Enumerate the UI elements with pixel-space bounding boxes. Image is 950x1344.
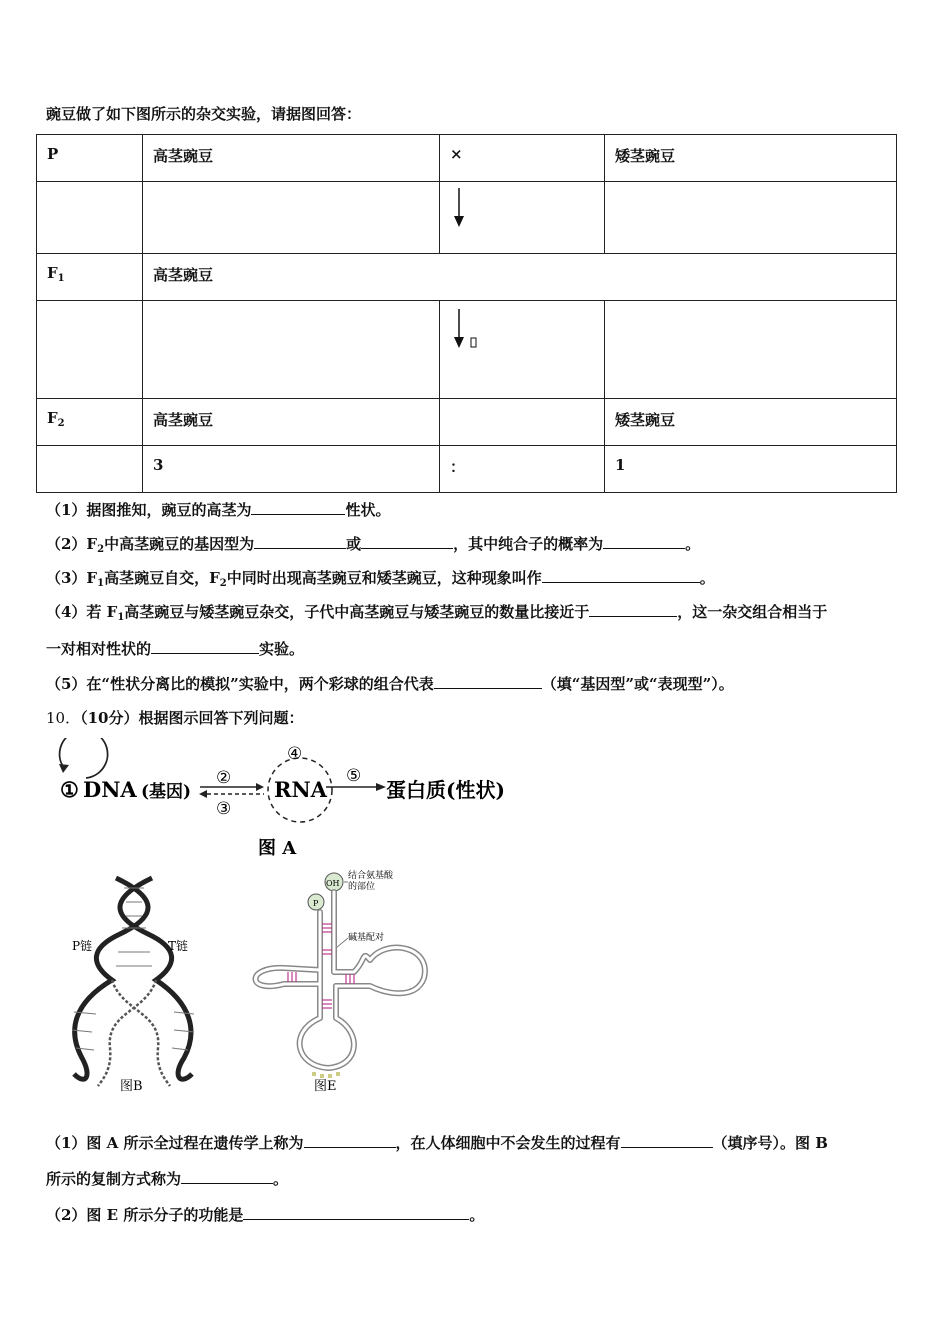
q10-sub2: （2）图 E 所示分子的功能是 。 bbox=[46, 1206, 485, 1224]
table-row bbox=[37, 254, 897, 301]
f2-label: $F_2$ bbox=[37, 399, 143, 446]
oh-label: OH bbox=[326, 879, 340, 888]
label-t-chain: T链 bbox=[168, 939, 189, 953]
figure-b bbox=[52, 872, 220, 1094]
answer-blank[interactable] bbox=[621, 1133, 713, 1148]
table-row bbox=[37, 135, 897, 182]
f1-tall-cell: 高茎豌豆 bbox=[143, 254, 897, 301]
q10-sub1-cont: 所示的复制方式称为 。 bbox=[46, 1170, 289, 1188]
figure-e bbox=[236, 868, 436, 1094]
label-n4: ④ bbox=[287, 744, 303, 764]
f1-label: $F_1$ bbox=[37, 254, 143, 301]
table-row bbox=[37, 446, 897, 493]
cross-sign: × bbox=[440, 135, 605, 182]
label-n2: ② bbox=[216, 768, 232, 788]
f2-tall-cell: 高茎豌豆 bbox=[143, 399, 440, 446]
question-3: $(3)F_1$高茎豌豆自交，$F_2$中同时出现高茎豌豆和矮茎豌豆，这种现象叫作 。 bbox=[46, 569, 715, 589]
label-gene: (基因) bbox=[141, 782, 192, 802]
p-label: P bbox=[37, 135, 143, 182]
down-arrow-icon bbox=[452, 188, 466, 228]
cross-table bbox=[36, 134, 897, 493]
answer-blank[interactable] bbox=[243, 1205, 469, 1220]
label-rna: RNA bbox=[274, 777, 327, 802]
figure-e-caption: 图E bbox=[314, 1079, 337, 1094]
figure-a bbox=[50, 738, 550, 860]
ratio-tall: 3 bbox=[143, 446, 440, 493]
answer-blank[interactable] bbox=[181, 1169, 273, 1184]
intro-text: 豌豆做了如下图所示的杂交实验，请据图回答： bbox=[46, 105, 362, 123]
answer-blank[interactable] bbox=[603, 534, 685, 549]
amino-site-label-1: 结合氨基酸 bbox=[348, 871, 394, 881]
trna-backbone bbox=[256, 892, 425, 1068]
selfing-arrow-icon bbox=[452, 309, 482, 351]
q10-header: 10．（10分）根据图示回答下列问题： bbox=[46, 709, 304, 727]
label-n3: ③ bbox=[216, 799, 232, 819]
answer-blank[interactable] bbox=[589, 602, 677, 617]
answer-blank[interactable] bbox=[542, 568, 700, 583]
base-pair-label: 碱基配对 bbox=[348, 933, 385, 943]
question-4: （4）若 $F_1$高茎豌豆与矮茎豌豆杂交，子代中高茎豌豆与矮茎豌豆的数量比接近于 ，这一杂交组合相当于 bbox=[46, 603, 828, 623]
ratio-short: 1 bbox=[605, 446, 897, 493]
figure-b-caption: 图B bbox=[120, 1079, 143, 1094]
label-n5: ⑤ bbox=[346, 766, 362, 786]
question-2: $(2)F_2$中高茎豌豆的基因型为 或 ，其中纯合子的概率为 。 bbox=[46, 535, 701, 555]
label-protein: 蛋白质(性状) bbox=[386, 778, 505, 802]
dna-cycle-arrow-icon bbox=[60, 738, 108, 778]
f2-short-cell: 矮茎豌豆 bbox=[605, 399, 897, 446]
answer-blank[interactable] bbox=[151, 639, 259, 654]
table-row bbox=[37, 182, 897, 254]
label-n1: ① bbox=[60, 777, 79, 802]
question-4-cont: 一对相对性状的 实验。 bbox=[46, 640, 305, 658]
amino-site-label-2: 的部位 bbox=[348, 882, 376, 892]
figure-a-caption: 图 A bbox=[258, 838, 297, 859]
label-dna: DNA bbox=[83, 777, 137, 802]
table-row bbox=[37, 301, 897, 399]
answer-blank[interactable] bbox=[251, 500, 345, 515]
q10-sub1: （1）图 A 所示全过程在遗传学上称为 ，在人体细胞中不会发生的过程有 （填序号）。图 B bbox=[46, 1134, 828, 1152]
question-5: （5）在“性状分离比的模拟”实验中，两个彩球的组合代表 （填“基因型”或“表现型”）。 bbox=[46, 675, 734, 693]
answer-blank[interactable] bbox=[434, 674, 542, 689]
p-tall-cell: 高茎豌豆 bbox=[143, 135, 440, 182]
answer-blank[interactable] bbox=[361, 534, 453, 549]
p-short-cell: 矮茎豌豆 bbox=[605, 135, 897, 182]
question-1: （1）据图推知，豌豆的高茎为 性状。 bbox=[46, 501, 391, 519]
ratio-separator: ： bbox=[440, 446, 605, 493]
p-label: P bbox=[313, 899, 319, 908]
table-row bbox=[37, 399, 897, 446]
label-p-chain: P链 bbox=[72, 939, 93, 953]
answer-blank[interactable] bbox=[304, 1133, 396, 1148]
answer-blank[interactable] bbox=[254, 534, 346, 549]
